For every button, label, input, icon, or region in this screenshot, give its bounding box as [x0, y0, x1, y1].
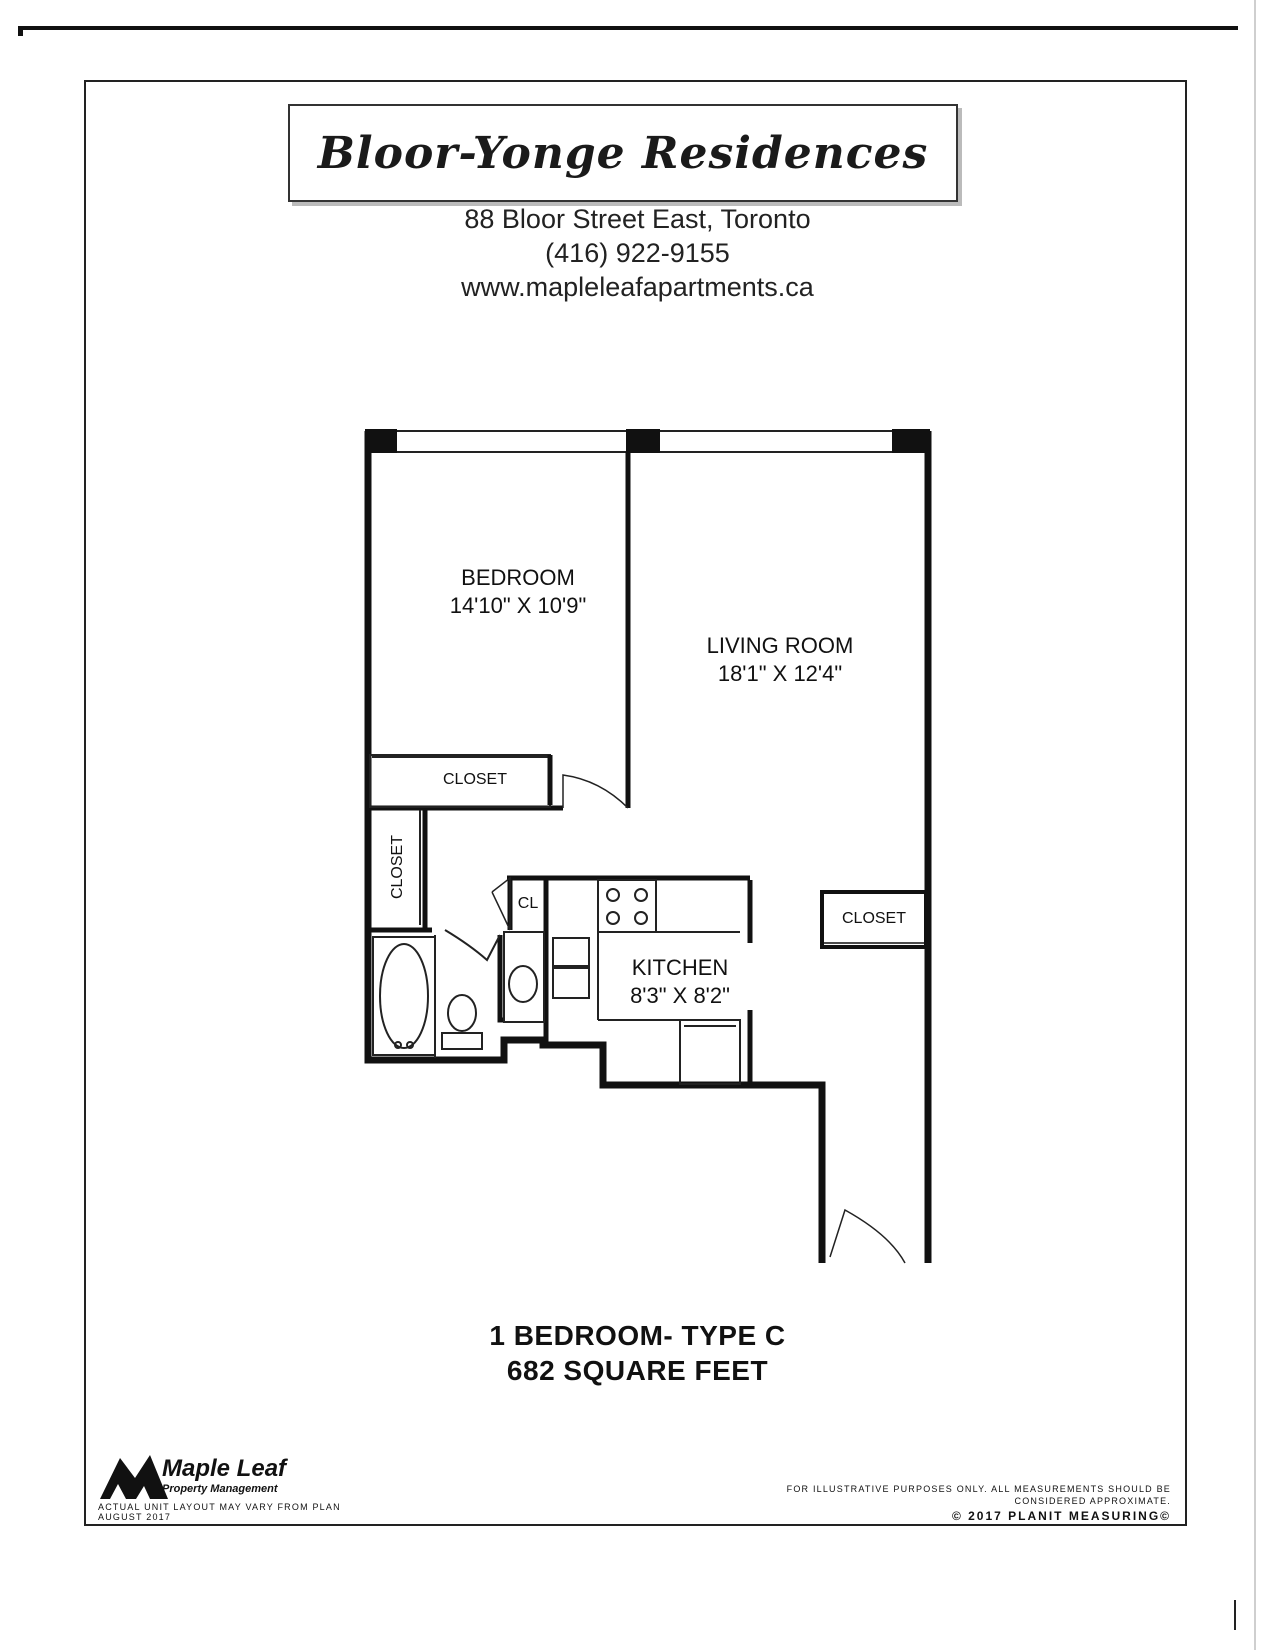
- tub-drain-2: [407, 1042, 413, 1048]
- layout-note: ACTUAL UNIT LAYOUT MAY VARY FROM PLAN: [98, 1502, 341, 1512]
- burner-2: [635, 889, 647, 901]
- vanity-sink: [509, 966, 537, 1002]
- sink-basin-1: [553, 938, 589, 966]
- small-closet-label: CL: [517, 895, 539, 912]
- bath-door-swing: [445, 930, 500, 960]
- phone: (416) 922-9155: [545, 238, 730, 268]
- bedroom-door-swing: [563, 775, 628, 808]
- bedroom-closet-label: CLOSET: [442, 771, 507, 788]
- burner-4: [635, 912, 647, 924]
- living-closet-label: CLOSET: [841, 910, 906, 927]
- burner-1: [607, 889, 619, 901]
- living-room-size: 18'1" X 12'4": [717, 661, 843, 686]
- toilet-bowl: [448, 995, 476, 1031]
- building-title: Bloor-Yonge Residences: [317, 127, 929, 179]
- logo-subtitle: Property Management: [162, 1483, 278, 1495]
- window-wall: [365, 429, 930, 453]
- company-logo: [98, 1455, 328, 1499]
- copyright: © 2017 PLANIT MEASURING©: [951, 1509, 1171, 1523]
- kitchen-name: KITCHEN: [631, 955, 729, 980]
- tub-drain-1: [395, 1042, 401, 1048]
- hall-closet-label: CLOSET: [389, 835, 406, 900]
- living-room-name: LIVING ROOM: [706, 633, 854, 658]
- window-pier-mid: [626, 429, 660, 453]
- bathtub-basin: [380, 944, 428, 1048]
- exterior-wall-west: [368, 431, 822, 1263]
- unit-type: 1 BEDROOM- TYPE C: [489, 1320, 786, 1351]
- window-pier-right: [892, 429, 930, 453]
- bedroom-name: BEDROOM: [461, 565, 575, 590]
- stove: [598, 880, 656, 932]
- living-room-label: [680, 632, 880, 688]
- bedroom-size: 14'10" X 10'9": [449, 593, 587, 618]
- website: www.mapleleafapartments.ca: [461, 272, 814, 302]
- logo-name: Maple Leaf: [162, 1455, 287, 1482]
- kitchen-size: 8'3" X 8'2": [630, 983, 730, 1008]
- exterior-walls: [368, 431, 928, 1263]
- unit-area: 682 SQUARE FEET: [506, 1355, 769, 1386]
- refrigerator: [680, 1020, 740, 1084]
- plan-date: AUGUST 2017: [98, 1512, 172, 1522]
- bedroom-label: [418, 564, 618, 620]
- kitchen-label: [605, 954, 755, 1010]
- disclaimer-line-1: FOR ILLUSTRATIVE PURPOSES ONLY. ALL MEASUREMENTS SHOULD BE: [786, 1484, 1171, 1494]
- toilet-tank: [442, 1033, 482, 1049]
- window-pier-left: [365, 429, 397, 453]
- bathtub: [373, 937, 435, 1055]
- sink-basin-2: [553, 968, 589, 998]
- burner-3: [607, 912, 619, 924]
- disclaimer-line-2: CONSIDERED APPROXIMATE.: [1014, 1496, 1171, 1506]
- address: 88 Bloor Street East, Toronto: [464, 204, 811, 234]
- entry-door-swing: [830, 1210, 905, 1263]
